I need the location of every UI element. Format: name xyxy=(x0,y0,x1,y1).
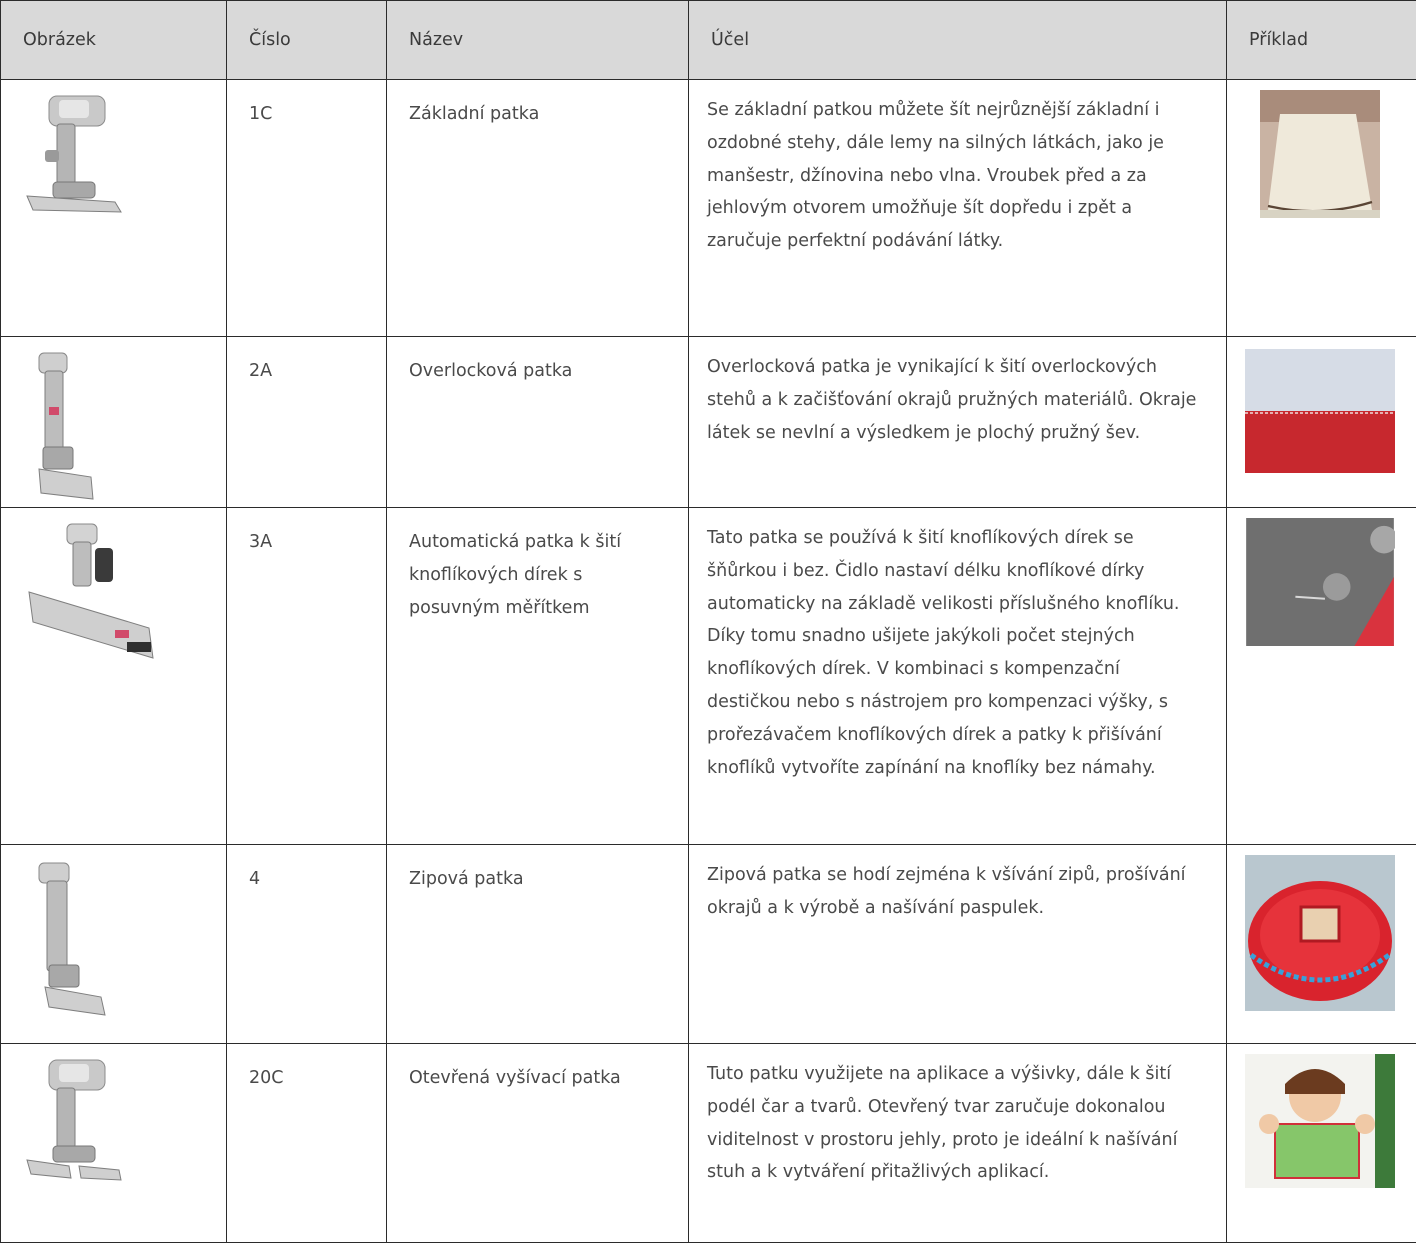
foot-number: 20C xyxy=(227,1044,387,1243)
foot-number: 1C xyxy=(227,80,387,337)
red-overlock-fabric-example xyxy=(1245,347,1395,475)
foot-name: Zipová patka xyxy=(387,845,689,1044)
header-purpose: Účel xyxy=(689,1,1227,80)
buttonhole-fabric-example xyxy=(1245,518,1395,646)
foot-number: 3A xyxy=(227,508,387,845)
applique-girl-example xyxy=(1245,1054,1395,1188)
foot-purpose: Tato patka se používá k šití knoflíkových dírek se šňůrkou i bez. Čidlo nastaví délku knoflíkové dírky automaticky na základě velikosti příslušného knoflíku. Díky tomu snadno ušijete jakýkoli počet stejných knoflíkových dírek. V kombinaci s kompenzační destičkou nebo s nástrojem pro kompenzaci výšky, s prořezávačem knoflíkových dírek a patky k přišívání knoflíků vytvoříte zapínání na knoflíky bez námahy. xyxy=(689,508,1227,845)
presser-foot-1c-icon xyxy=(19,90,129,220)
foot-name: Automatická patka k šití knoflíkových dírek s posuvným měřítkem xyxy=(387,508,689,845)
header-number: Číslo xyxy=(227,1,387,80)
foot-purpose: Se základní patkou můžete šít nejrůznější základní i ozdobné stehy, dále lemy na silných látkách, jako je manšestr, džínovina nebo vlna. Vroubek před a za jehlovým otvorem umožňuje šít dopředu i zpět a zaručuje perfektní podávání látky. xyxy=(689,80,1227,337)
header-picture: Obrázek xyxy=(1,1,227,80)
table-header-row xyxy=(1,1,1416,80)
table-row xyxy=(1,1044,1416,1243)
presser-foot-20c-icon xyxy=(19,1054,129,1184)
header-name: Název xyxy=(387,1,689,80)
foot-purpose: Overlocková patka je vynikající k šití overlockových stehů a k začišťování okrajů pružných materiálů. Okraje látek se nevlní a výsledkem je plochý pružný šev. xyxy=(689,337,1227,508)
header-example: Příklad xyxy=(1227,1,1416,80)
skirt-hem-example xyxy=(1245,90,1395,218)
presser-foot-3a-buttonhole-icon xyxy=(19,518,169,678)
foot-name: Základní patka xyxy=(387,80,689,337)
presser-foot-2a-icon xyxy=(19,347,109,507)
presser-foot-4-icon xyxy=(19,855,119,1025)
foot-purpose: Tuto patku využijete na aplikace a výšivky, dále k šití podél čar a tvarů. Otevřený tvar zaručuje dokonalou viditelnost v prostoru jehly, proto je ideální k našívání stuh a k vytváření přitažlivých aplikací. xyxy=(689,1044,1227,1243)
red-zip-case-example xyxy=(1245,855,1395,1011)
table-row xyxy=(1,337,1416,508)
table-row xyxy=(1,508,1416,845)
foot-purpose: Zipová patka se hodí zejména k všívání zipů, prošívání okrajů a k výrobě a našívání paspulek. xyxy=(689,845,1227,1044)
foot-name: Otevřená vyšívací patka xyxy=(387,1044,689,1243)
foot-number: 4 xyxy=(227,845,387,1044)
foot-name: Overlocková patka xyxy=(387,337,689,508)
foot-number: 2A xyxy=(227,337,387,508)
table-row xyxy=(1,845,1416,1044)
table-row xyxy=(1,80,1416,337)
